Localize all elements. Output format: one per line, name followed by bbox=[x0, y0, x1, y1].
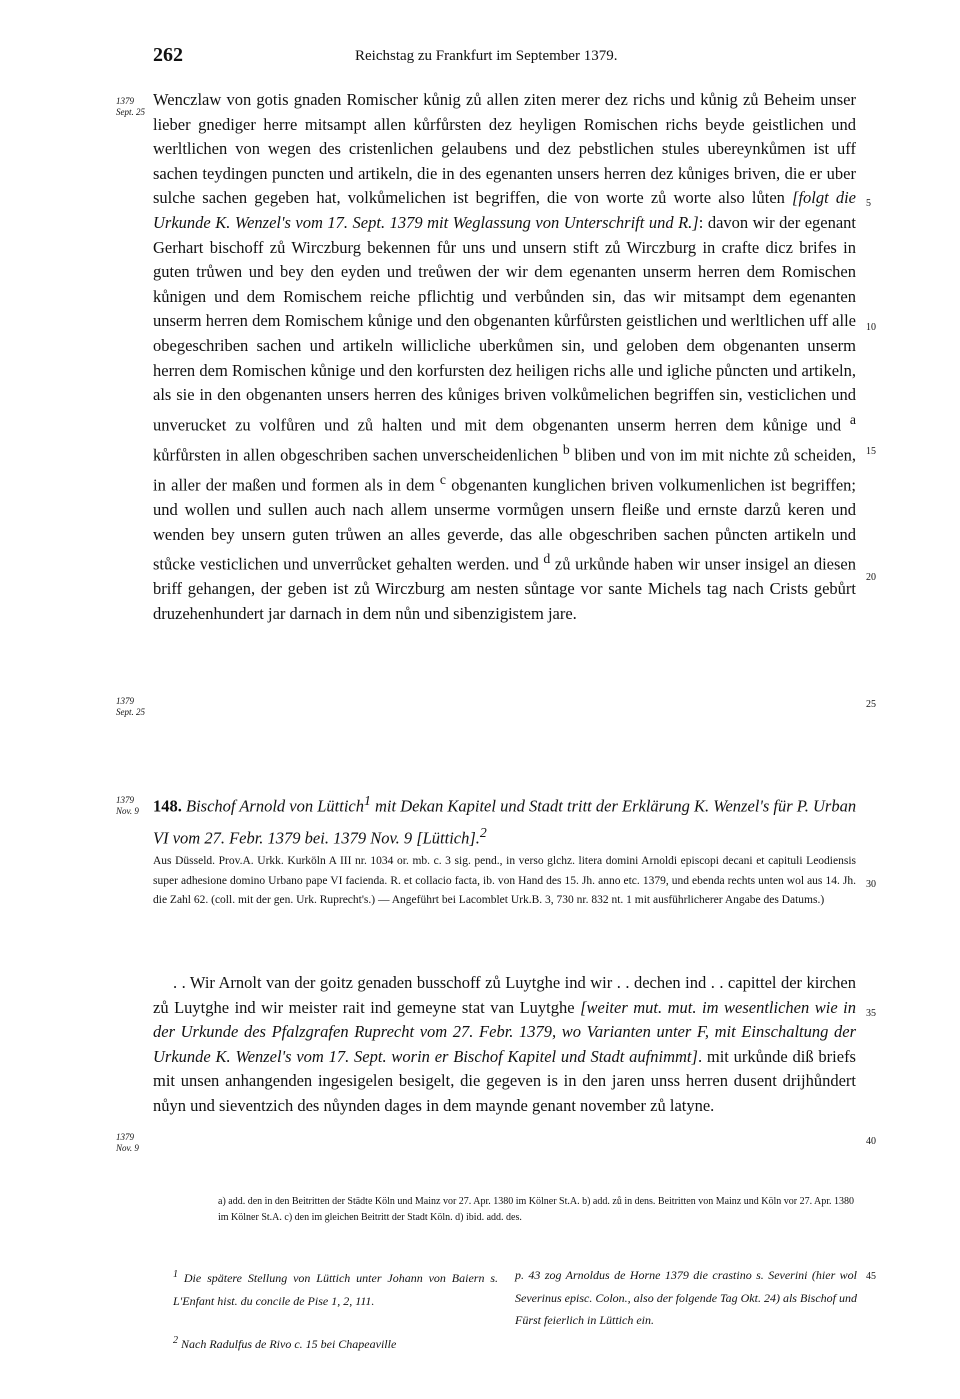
margin-day: Nov. 9 bbox=[116, 1143, 139, 1153]
variant-apparatus: a) add. den in den Beitritten der Städte Köln und Mainz vor 27. Apr. 1380 im Kölner St.A. b) add. zů in dens. Beitritten von Mainz und Köln vor 27. Apr. 1380 im Kölner St.A. c) den im gleichen Beitritt der Stadt Köln. d) ibid. add. des. bbox=[218, 1196, 855, 1223]
title-text: Bischof Arnold von Lüttich bbox=[186, 796, 364, 816]
line-number: 15 bbox=[866, 446, 876, 457]
footnote-1-left bbox=[173, 1264, 498, 1312]
text-segment: . mit urkůnde diß briefs mit unsen anhangenden ingesigelen besigelt, die gegeven is in den jaren unss herren dusent drijhůndert nůyn und sieventzich des nůynden dages in dem maynde genant november zů latyne. bbox=[153, 1046, 856, 1115]
footnote-1-right: p. 43 zog Arnoldus de Horne 1379 die crastino s. Severini (hier wol Severinus episc. Colon., also der folgende Tag Okt. 24) als Bischof und Fürst feierlich in Lüttich ein. bbox=[515, 1268, 857, 1327]
footnote-marker: 2 bbox=[479, 824, 487, 840]
variant-marker: c bbox=[439, 471, 446, 487]
margin-day: Sept. 25 bbox=[116, 707, 145, 717]
line-number: 20 bbox=[866, 572, 876, 583]
editorial-insert: [weiter mut. mut. im wesentlichen wie in der Urkunde des Pfalzgrafen Ruprecht vom 27. Febr. 1379, wo Varianten unter F, mit Einschaltung der Urkunde K. Wenzel's vom 17. Sept. worin er Bischof Kapitel und Stadt aufnimmt] bbox=[153, 997, 856, 1066]
document-2-body bbox=[153, 971, 856, 1119]
margin-day: Sept. 25 bbox=[116, 107, 145, 117]
footnote-text: Die spätere Stellung von Lüttich unter Johann von Baiern s. L'Enfant hist. du concile de Pise 1, 2, 111. bbox=[173, 1271, 498, 1308]
document-2-title bbox=[153, 788, 863, 851]
margin-date-doc2-bottom bbox=[116, 1132, 139, 1154]
text-segment: zů urkůnde haben wir unser insigel an diesen briff gehangen, der geben ist zů Wirczburg am nesten sůntage vor sante Michels tag nach Crists gebůrt druzehenhundert jar darnach in dem nůn und sibenzigistem jare. bbox=[153, 554, 857, 623]
text-segment: obgenanten kunglichen briven volkumenlichen ist begriffen; und wollen und sullen auch nach allem unserme vormůgen unsern fleiße und ernste darzů keren und wenden bey unsern guten trůwen an alles geverde, das alle obgeschriben sachen půncten artikeln und stůcke vesticlichen und unverrůcket gehalten werden. und bbox=[153, 475, 856, 574]
margin-date-doc1-bottom bbox=[116, 696, 145, 718]
page-number: 262 bbox=[153, 44, 183, 66]
source-note: Aus Düsseld. Prov.A. Urkk. Kurköln A III nr. 1034 or. mb. c. 3 sig. pend., in verso glchz. litera domini Arnoldi episcopi decani et capituli Leodiensis super adhesione domino Urbano pape VI facienda. R. et collacio facta, ib. von Hand des 15. Jh. anno etc. 1379, und ebenda rechts unten wol aus 14. Jh. die Zahl 62. (coll. mit der gen. Urk. Ruprecht's.) — Angeführt bei Lacomblet Urk.B. 3, 730 nr. 832 nt. 1 mit ausführlicherer Angabe des Datums.) bbox=[153, 855, 856, 906]
line-number: 45 bbox=[866, 1271, 876, 1282]
footnote-marker: 2 bbox=[173, 1335, 178, 1346]
margin-year: 1379 bbox=[116, 795, 134, 805]
text-segment: Wenczlaw von gotis gnaden Romischer kůnig zů allen ziten merer dez richs und kůnig zů Beheim unser lieber gnediger herre mitsampt allen kůrfůrsten dez heyligen Romischen richs beyde geistlichen und werltlichen von wegen des cristenlichen gelaubens und dez pebstlichen stules ubereynkůmen ist uff sachen teydingen puncten und artikeln, die in des egenanten unsers herren dez kůniges briven, die er uber sulche sachen gegeben hat, volkůmelichen ist begriffen, die von worte zů worte also lůten bbox=[153, 90, 856, 208]
editorial-insert: [folgt die Urkunde K. Wenzel's vom 17. Sept. 1379 mit Weglassung von Unterschrift und R.] bbox=[153, 188, 856, 232]
margin-year: 1379 bbox=[116, 1132, 134, 1142]
margin-year: 1379 bbox=[116, 696, 134, 706]
line-number: 10 bbox=[866, 322, 876, 333]
margin-day: Nov. 9 bbox=[116, 806, 139, 816]
document-number: 148. bbox=[153, 796, 182, 816]
margin-year: 1379 bbox=[116, 96, 134, 106]
line-number: 30 bbox=[866, 879, 876, 890]
text-segment: kůrfůrsten in allen obgeschriben sachen unverscheidenlichen bbox=[153, 445, 563, 465]
text-segment: . . Wir Arnolt van der goitz genaden busschoff zů Luytghe ind wir . . dechen ind . . capittel der kirchen zů Luytghe ind wir meister rait ind gemeyne stat van Luytghe bbox=[153, 973, 856, 1017]
line-number: 5 bbox=[866, 198, 871, 209]
footnote-text: Nach Radulfus de Rivo c. 15 bei Chapeaville bbox=[181, 1337, 397, 1351]
footnote-marker: 1 bbox=[363, 793, 371, 808]
line-number: 35 bbox=[866, 1008, 876, 1019]
running-head: Reichstag zu Frankfurt im September 1379. bbox=[355, 48, 618, 64]
variant-marker: b bbox=[562, 441, 570, 457]
line-number: 40 bbox=[866, 1136, 876, 1147]
variant-marker: a bbox=[849, 411, 856, 427]
margin-date-doc2 bbox=[116, 795, 139, 817]
text-segment: : davon wir der egenant Gerhart bischoff zů Wirczburg bekennen fůr uns und unsern stift zů Wirczburg in crafte dicz brifes in guten trůwen und bey den eyden und treůwen der wir dem egenanten unserm herren dem Romischen kůnigen und dem Romischem reiche pflichtig und verbůnden sin, das wir mitsampt dem egenanten unserm herren dem Romischem kůnige und den obgenanten kůrfůrsten geistlichen und werltlichen uff alle obegeschriben sachen und artikeln willicliche uberkůmen sin, und geloben dem obgenanten unserm herren dem Romischen kůnige und den korfursten dez heiligen richs alle und igliche půncten und artikeln, als sie in den obgenanten unsers herren des kůniges briven volkůmelichen begriffen sin, vesticlichen und unverucket zu volfůren und zů halten und mit dem obgenanten unserm herren dem kůnige und bbox=[153, 212, 856, 435]
title-text: mit Dekan Kapitel und Stadt tritt der Erklärung K. Wenzel's für P. Urban VI vom 27. Febr. 1379 bei. 1379 Nov. 9 [Lüttich]. bbox=[153, 796, 857, 847]
document-1-body bbox=[153, 88, 856, 626]
text-segment: bliben und von im mit nichte zů scheiden, in aller der maßen und formen als in dem bbox=[153, 445, 857, 495]
footnote-marker: 1 bbox=[173, 1269, 178, 1280]
line-number: 25 bbox=[866, 699, 876, 710]
margin-date-doc1-top bbox=[116, 96, 145, 118]
variant-marker: d bbox=[543, 551, 551, 567]
footnote-2-left bbox=[173, 1330, 498, 1356]
